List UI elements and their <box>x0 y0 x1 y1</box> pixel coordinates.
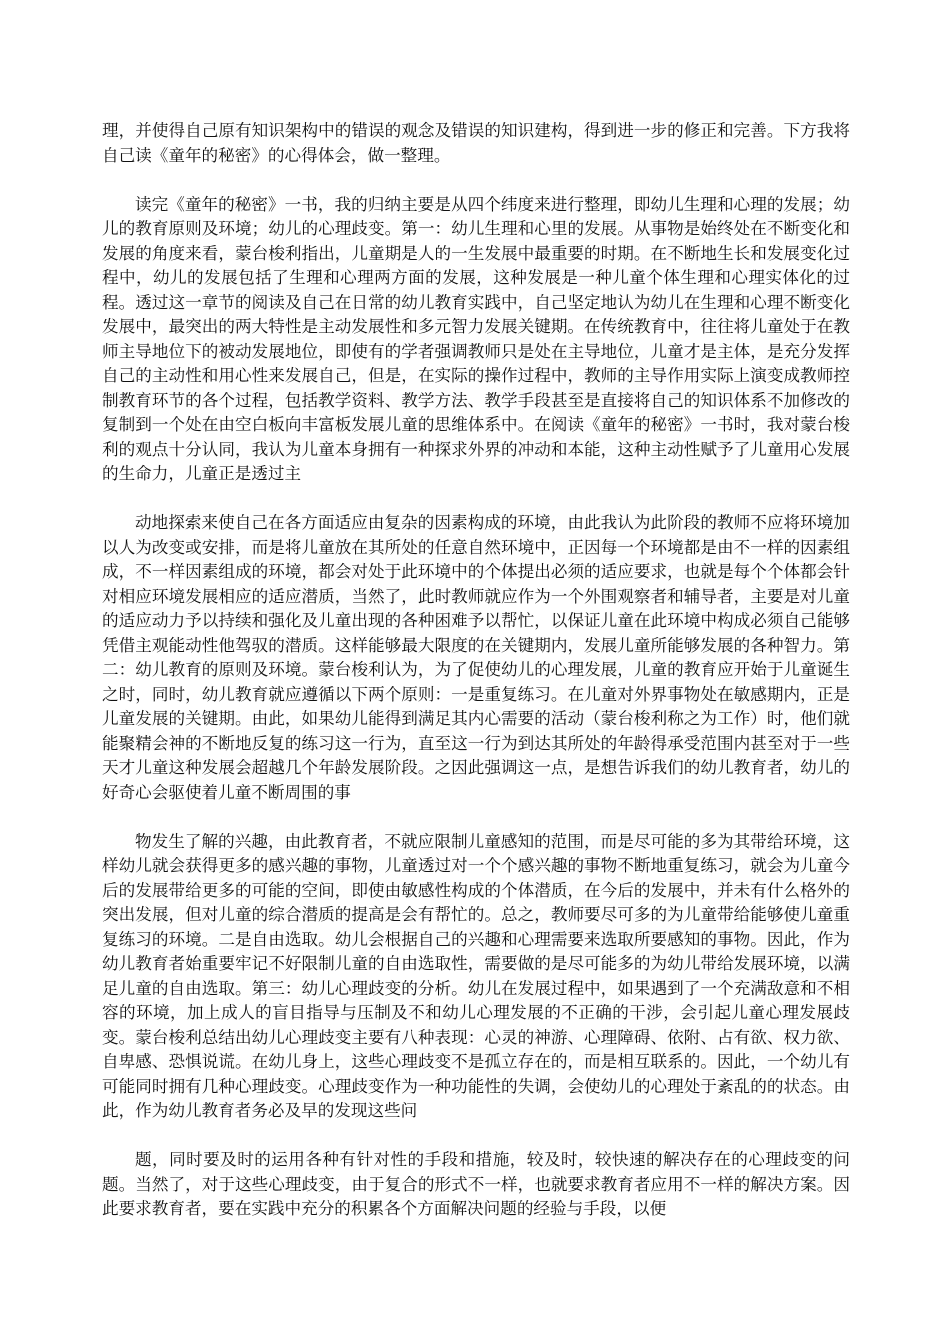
paragraph-1: 理，并使得自己原有知识架构中的错误的观念及错误的知识建构，得到进一步的修正和完善。下方我将自己读《童年的秘密》的心得体会，做一整理。 <box>102 121 850 165</box>
paragraph-2: 读完《童年的秘密》一书，我的归纳主要是从四个纬度来进行整理，即幼儿生理和心理的发展；幼儿的教育原则及环境；幼儿的心理歧变。第一：幼儿生理和心里的发展。从事物是始终处在不断变化和发展的角度来看，蒙台梭利指出，儿童期是人的一生发展中最重要的时期。在不断地生长和发展变化过程中，幼儿的发展包括了生理和心理两方面的发展，这种发展是一种儿童个体生理和心理实体化的过程。透过这一章节的阅读及自己在日常的幼儿教育实践中，自己坚定地认为幼儿在生理和心理不断变化发展中，最突出的两大特性是主动发展性和多元智力发展关键期。在传统教育中，往往将儿童处于在教师主导地位下的被动发展地位，即使有的学者强调教师只是处在主导地位，儿童才是主体，是充分发挥自己的主动性和用心性来发展自己，但是，在实际的操作过程中，教师的主导作用实际上演变成教师控制教育环节的各个过程，包括教学资料、教学方法、教学手段甚至是直接将自己的知识体系不加修改的复制到一个处在由空白板向丰富板发展儿童的思维体系中。在阅读《童年的秘密》一书时，我对蒙台梭利的观点十分认同，我认为儿童本身拥有一种探求外界的冲动和本能，这种主动性赋予了儿童用心发展的生命力，儿童正是透过主 <box>102 194 850 483</box>
document-body <box>102 119 850 1246</box>
paragraph-4: 物发生了解的兴趣，由此教育者，不就应限制儿童感知的范围，而是尽可能的多为其带给环境，这样幼儿就会获得更多的感兴趣的事物，儿童透过对一个个感兴趣的事物不断地重复练习，就会为儿童今后的发展带给更多的可能的空间，即使由敏感性构成的个体潜质，在今后的发展中，并未有什么格外的突出发展，但对儿童的综合潜质的提高是会有帮忙的。总之，教师要尽可多的为儿童带给能够使儿童重复练习的环境。二是自由选取。幼儿会根据自己的兴趣和心理需要来选取所要感知的事物。因此，作为幼儿教育者始重要牢记不好限制儿童的自由选取性，需要做的是尽可能多的为幼儿带给发展环境，以满足儿童的自由选取。第三：幼儿心理歧变的分析。幼儿在发展过程中，如果遇到了一个充满敌意和不相容的环境，加上成人的盲目指导与压制及不和幼儿心理发展的不正确的干涉，会引起儿童心理发展歧变。蒙台梭利总结出幼儿心理歧变主要有八种表现：心灵的神游、心理障碍、依附、占有欲、权力欲、自卑感、恐惧说谎。在幼儿身上，这些心理歧变不是孤立存在的，而是相互联系的。因此，一个幼儿有可能同时拥有几种心理歧变。心理歧变作为一种功能性的失调，会使幼儿的心理处于紊乱的的状态。由此，作为幼儿教育者务必及早的发现这些问 <box>102 831 850 1120</box>
paragraph-5: 题，同时要及时的运用各种有针对性的手段和措施，较及时，较快速的解决存在的心理歧变的问题。当然了，对于这些心理歧变，由于复合的形式不一样，也就要求教育者应用不一样的解决方案。因此要求教育者，要在实践中充分的积累各个方面解决问题的经验与手段，以便 <box>102 1150 850 1218</box>
paragraph-3: 动地探索来使自己在各方面适应由复杂的因素构成的环境，由此我认为此阶段的教师不应将环境加以人为改变或安排，而是将儿童放在其所处的任意自然环境中，正因每一个环境都是由不一样的因素组成，不一样因素组成的环境，都会对处于此环境中的个体提出必须的适应要求，也就是每个个体都会针对相应环境发展相应的适应潜质，当然了，此时教师就应作为一个外围观察者和辅导者，主要是对儿童的适应动力予以持续和强化及儿童出现的各种困难予以帮忙，以保证儿童在此环境中构成必须自己能够凭借主观能动性他驾驭的潜质。这样能够最大限度的在关键期内，发展儿童所能够发展的各种智力。第二：幼儿教育的原则及环境。蒙台梭利认为，为了促使幼儿的心理发展，儿童的教育应开始于儿童诞生之时，同时，幼儿教育就应遵循以下两个原则：一是重复练习。在儿童对外界事物处在敏感期内，正是儿童发展的关键期。由此，如果幼儿能得到满足其内心需要的活动（蒙台梭利称之为工作）时，他们就能聚精会神的不断地反复的练习这一行为，直至这一行为到达其所处的年龄得承受范围内甚至对于一些天才儿童这种发展会超越几个年龄发展阶段。之因此强调这一点，是想告诉我们的幼儿教育者，幼儿的好奇心会驱使着儿童不断周围的事 <box>102 513 850 802</box>
